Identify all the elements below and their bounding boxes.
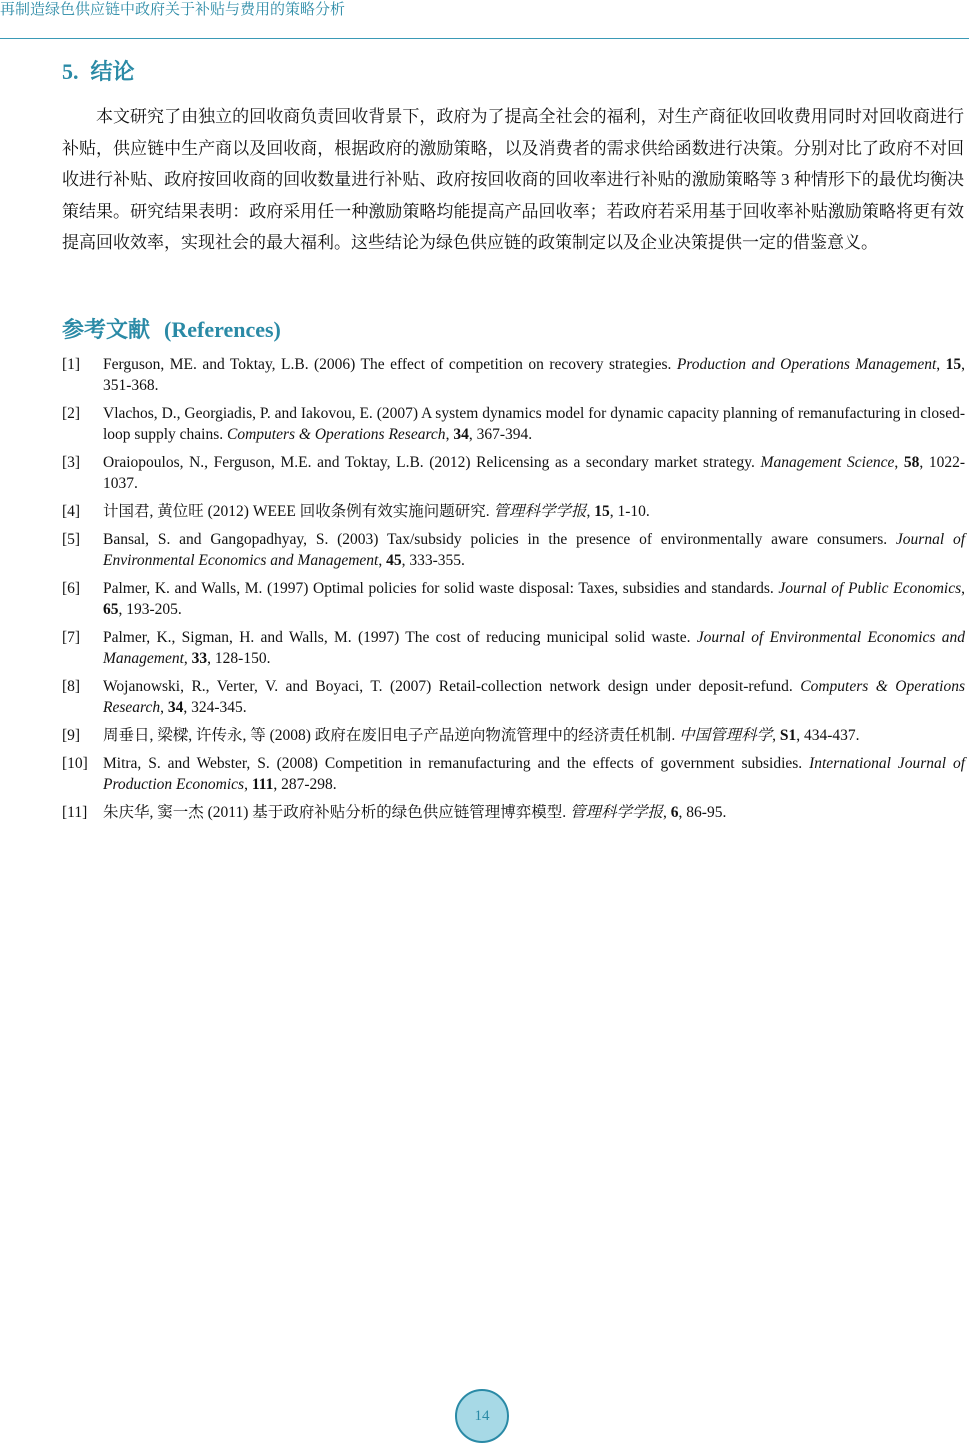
reference-volume: 6 xyxy=(670,804,679,821)
reference-item xyxy=(62,501,965,522)
reference-journal: 管理科学学报 xyxy=(570,804,664,821)
reference-volume: 34 xyxy=(453,426,469,443)
reference-journal: Journal of Environmental Economics and Management xyxy=(103,531,965,569)
reference-volume: 58 xyxy=(903,454,920,471)
reference-text: 计国君, 黄位旺 (2012) WEEE 回收条例有效实施问题研究. 管理科学学报, 15, 1-10. xyxy=(103,503,650,520)
section-number: 5. xyxy=(62,59,79,84)
running-header: 再制造绿色供应链中政府关于补贴与费用的策略分析 xyxy=(0,2,346,18)
reference-item xyxy=(62,725,965,746)
reference-volume: 15 xyxy=(594,503,610,520)
reference-number: [9] xyxy=(62,727,81,744)
reference-text: 周垂日, 梁樑, 许传永, 等 (2008) 政府在废旧电子产品逆向物流管理中的经济责任机制. 中国管理科学, S1, 434-437. xyxy=(103,727,860,744)
reference-text: Mitra, S. and Webster, S. (2008) Competition in remanufacturing and the effects of government subsidies. International Journal of Production Economics, 111, 287-298. xyxy=(103,755,965,793)
header-divider xyxy=(0,38,969,39)
reference-item xyxy=(62,529,965,571)
reference-text: Ferguson, ME. and Toktay, L.B. (2006) The effect of competition on recovery strategies. Production and Operations Management, 15, 351-368. xyxy=(103,356,965,394)
reference-text: Oraiopoulos, N., Ferguson, M.E. and Toktay, L.B. (2012) Relicensing as a secondary market strategy. Management Science, 58, 1022-1037. xyxy=(103,454,965,492)
reference-text: 朱庆华, 窦一杰 (2011) 基于政府补贴分析的绿色供应链管理博弈模型. 管理科学学报, 6, 86-95. xyxy=(103,804,727,821)
reference-number: [11] xyxy=(62,804,88,821)
reference-text: Palmer, K. and Walls, M. (1997) Optimal policies for solid waste disposal: Taxes, subsidies and standards. Journal of Public Economics, 65, 193-205. xyxy=(103,580,965,618)
reference-number: [7] xyxy=(62,629,81,646)
reference-volume: 45 xyxy=(386,552,402,569)
reference-journal: International Journal of Production Economics xyxy=(103,755,965,793)
reference-journal: Production and Operations Management xyxy=(676,356,937,373)
page-number-badge: 14 xyxy=(455,1389,509,1443)
reference-journal: Computers & Operations Research xyxy=(227,426,446,443)
section-title xyxy=(62,58,135,86)
references-heading-en: (References) xyxy=(164,317,281,342)
reference-number: [6] xyxy=(62,580,81,597)
reference-number: [8] xyxy=(62,678,81,695)
reference-item xyxy=(62,403,965,445)
reference-number: [5] xyxy=(62,531,81,548)
reference-text: Palmer, K., Sigman, H. and Walls, M. (1997) The cost of reducing municipal solid waste. Journal of Environmental Economics and Management, 33, 128-150. xyxy=(103,629,965,667)
conclusion-paragraph: 本文研究了由独立的回收商负责回收背景下，政府为了提高全社会的福利，对生产商征收回收费用同时对回收商进行补贴，供应链中生产商以及回收商，根据政府的激励策略，以及消费者的需求供给函数进行决策。分别对比了政府不对回收进行补贴、政府按回收商的回收数量进行补贴、政府按回收商的回收率进行补贴的激励策略等 3 种情形下的最优均衡决策结果。研究结果表明：政府采用任一种激励策略均能提高产品回收率；若政府若采用基于回收率补贴激励策略将更有效提高回收效率，实现社会的最大福利。这些结论为绿色供应链的政策制定以及企业决策提供一定的借鉴意义。 xyxy=(62,107,964,252)
references-heading-cn: 参考文献 xyxy=(62,317,151,342)
reference-number: [10] xyxy=(62,755,88,772)
reference-volume: 34 xyxy=(167,699,184,716)
reference-list xyxy=(62,354,965,830)
reference-number: [2] xyxy=(62,405,81,422)
reference-item xyxy=(62,676,965,718)
reference-number: [4] xyxy=(62,503,81,520)
reference-text: Vlachos, D., Georgiadis, P. and Iakovou, E. (2007) A system dynamics model for dynamic capacity planning of remanufacturing in closed-loop supply chains. Computers & Operations Research, 34, 367-394. xyxy=(103,405,965,443)
reference-journal: 中国管理科学 xyxy=(679,727,773,744)
reference-item xyxy=(62,627,965,669)
reference-item xyxy=(62,452,965,494)
reference-volume: S1 xyxy=(779,727,797,744)
reference-item xyxy=(62,354,965,396)
reference-text: Wojanowski, R., Verter, V. and Boyaci, T. (2007) Retail-collection network design under deposit-refund. Computers & Operations Research, 34, 324-345. xyxy=(103,678,965,716)
reference-number: [1] xyxy=(62,356,81,373)
reference-volume: 111 xyxy=(251,776,274,793)
reference-text: Bansal, S. and Gangopadhyay, S. (2003) Tax/subsidy policies in the presence of environmentally aware consumers. Journal of Environmental Economics and Management, 45, 333-355. xyxy=(103,531,965,569)
section-title-text: 结论 xyxy=(90,59,135,84)
reference-journal: Journal of Environmental Economics and Management xyxy=(103,629,965,667)
reference-volume: 65 xyxy=(103,601,119,618)
reference-journal: Computers & Operations Research xyxy=(103,678,965,716)
reference-journal: 管理科学学报 xyxy=(493,503,587,520)
reference-item xyxy=(62,578,965,620)
reference-volume: 33 xyxy=(191,650,208,667)
reference-volume: 15 xyxy=(945,356,962,373)
reference-item xyxy=(62,753,965,795)
reference-item xyxy=(62,802,965,823)
reference-number: [3] xyxy=(62,454,81,471)
reference-journal: Journal of Public Economics xyxy=(778,580,962,597)
reference-journal: Management Science xyxy=(760,454,895,471)
references-heading xyxy=(62,316,281,344)
